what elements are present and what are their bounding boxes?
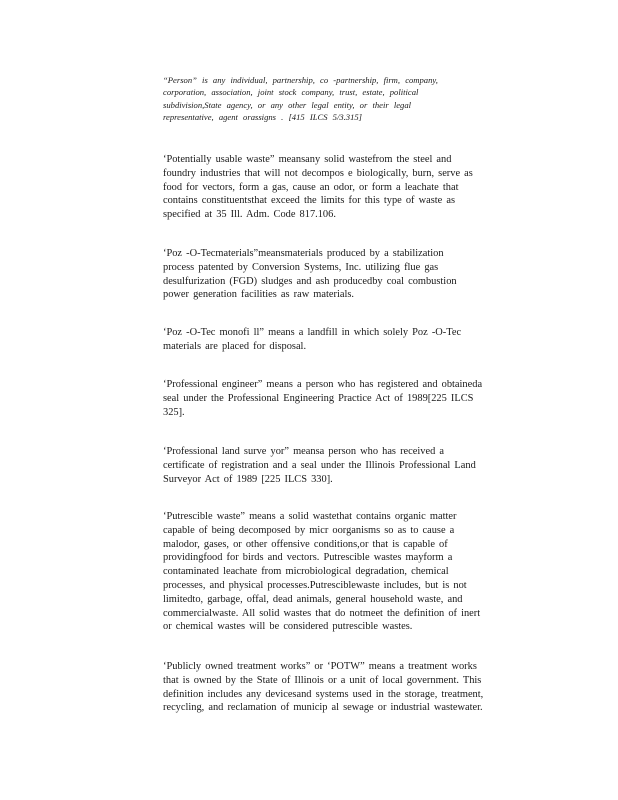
text-line: capable of being decomposed by micr oorganisms so as to cause a xyxy=(163,524,455,536)
text-line: ‘Professional engineer” means a person who has registered and obtaineda xyxy=(163,379,483,390)
text-line: materials are placed for disposal. xyxy=(163,340,307,352)
text-line: desulfurization (FGD) sludges and ash producedby coal combustion xyxy=(163,275,457,287)
text-line: specified at 35 Ill. Adm. Code 817.106. xyxy=(163,209,336,221)
text-line: 325]. xyxy=(163,406,185,418)
definition-potentially-usable-waste xyxy=(163,153,515,222)
text-line: certificate of registration and a seal under the Illinois Professional Land xyxy=(163,459,476,471)
definition-putrescible-waste xyxy=(163,510,515,634)
text-line: ‘Publicly owned treatment works” or ‘POTW” means a treatment works xyxy=(163,661,477,672)
text-line: foundry industries that will not decompos e biologically, burn, serve as xyxy=(163,167,473,179)
text-line: providingfood for birds and vectors. Putrescible wastes mayform a xyxy=(163,552,453,564)
text-line: contains constituentsthat exceed the limits for this type of waste as xyxy=(163,195,456,207)
text-line: corporation, association, joint stock company, trust, estate, political xyxy=(163,87,419,98)
text-line: that is owned by the State of Illinois or a unit of local government. This xyxy=(163,674,482,686)
definition-professional-land-surveyor xyxy=(163,445,515,486)
text-line: “Person” is any individual, partnership, co -partnership, firm, company, xyxy=(163,75,438,85)
text-line: ‘Poz -O-Tec monofi ll” means a landfill in which solely Poz -O-Tec xyxy=(163,327,462,338)
text-line: ‘Poz -O-Tecmaterials”meansmaterials produced by a stabilization xyxy=(163,248,444,259)
text-line: malodor, gases, or other offensive conditions,or that is capable of xyxy=(163,538,448,550)
text-line: commercialwaste. All solid wastes that do notmeet the definition of inert xyxy=(163,607,481,619)
text-line: Surveyor Act of 1989 [225 ILCS 330]. xyxy=(163,473,333,485)
text-line: food for vectors, form a gas, cause an odor, or form a leachate that xyxy=(163,181,459,193)
text-line: seal under the Professional Engineering Practice Act of 1989[225 ILCS xyxy=(163,392,474,404)
definition-publicly-owned-treatment-works xyxy=(163,660,515,715)
text-line: or chemical wastes will be considered putrescible wastes. xyxy=(163,621,413,633)
text-line: limitedto, garbage, offal, dead animals, general household waste, and xyxy=(163,593,463,605)
definition-poz-o-tec-monofill xyxy=(163,326,515,354)
text-line: processes, and physical processes.Putresciblewaste includes, but is not xyxy=(163,579,467,591)
text-line: subdivision,State agency, or any other legal entity, or their legal xyxy=(163,99,412,110)
text-line: ‘Professional land surve yor” meansa person who has received a xyxy=(163,446,444,457)
text-line: power generation facilities as raw materials. xyxy=(163,289,354,301)
text-line: recycling, and reclamation of municip al sewage or industrial wastewater. xyxy=(163,702,483,714)
text-line: process patented by Conversion Systems, Inc. utilizing flue gas xyxy=(163,261,439,273)
text-line: ‘Putrescible waste” means a solid wastethat contains organic matter xyxy=(163,511,457,522)
definition-poz-o-tec-materials xyxy=(163,247,515,302)
definition-person xyxy=(163,74,515,124)
text-line: representative, agent orassigns . [415 ILCS 5/3.315] xyxy=(163,112,363,123)
text-line: contaminated leachate from microbiological degradation, chemical xyxy=(163,566,449,578)
text-line: definition includes any devicesand systems used in the storage, treatment, xyxy=(163,688,484,700)
definition-professional-engineer xyxy=(163,378,515,419)
text-line: ‘Potentially usable waste” meansany solid wastefrom the steel and xyxy=(163,154,452,165)
